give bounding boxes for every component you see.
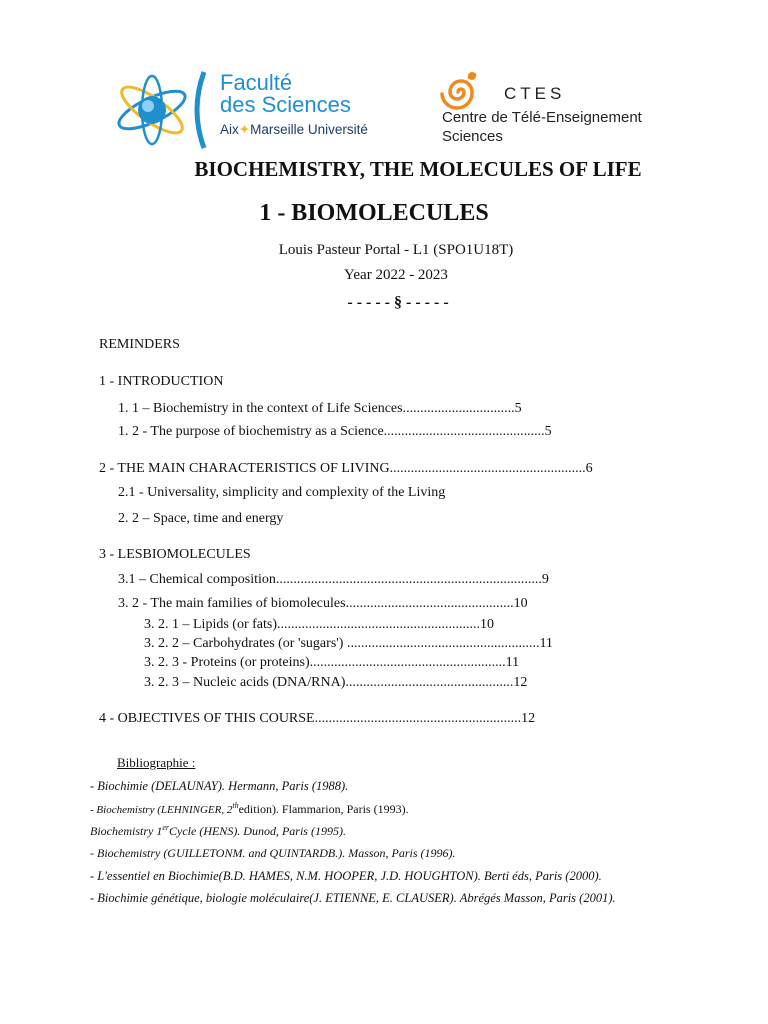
- university-name: Aix✦Marseille Université: [220, 122, 368, 137]
- toc-item-1-2: 1. 2 - The purpose of biochemistry as a Science..............................................5: [118, 424, 552, 439]
- toc-section-2: 2 - THE MAIN CHARACTERISTICS OF LIVING........................................................6: [99, 461, 593, 476]
- document-title: BIOCHEMISTRY, THE MOLECULES OF LIFE: [194, 157, 642, 181]
- star-icon: ✦: [238, 122, 251, 137]
- faculty-name: Faculté des Sciences: [220, 70, 351, 117]
- atom-icon: [112, 66, 212, 152]
- bib-item: - Biochemistry (GUILLETONM. and QUINTARDB.). Masson, Paris (1996).: [90, 846, 456, 860]
- toc-item-3-1: 3.1 – Chemical composition............................................................................9: [118, 572, 549, 587]
- toc-item-3-2-2: 3. 2. 2 – Carbohydrates (or 'sugars') .......................................................11: [144, 636, 553, 651]
- toc-section-4: 4 - OBJECTIVES OF THIS COURSE...........................................................12: [99, 711, 536, 726]
- toc-item-3-2: 3. 2 - The main families of biomolecules................................................10: [118, 596, 528, 611]
- bib-item: - Biochemistry (LEHNINGER, 2thedition). Flammarion, Paris (1993).: [90, 801, 409, 816]
- bib-item: - Biochimie (DELAUNAY). Hermann, Paris (1988).: [90, 779, 349, 793]
- toc-item-2-1: 2.1 - Universality, simplicity and complexity of the Living: [118, 485, 446, 500]
- section-separator: - - - - - § - - - - -: [347, 294, 449, 311]
- toc-item-2-2: 2. 2 – Space, time and energy: [118, 511, 284, 526]
- bib-item: Biochemistry 1erCycle (HENS). Dunod, Paris (1995).: [90, 823, 346, 838]
- bib-item: - Biochimie génétique, biologie moléculaire(J. ETIENNE, E. CLAUSER). Abrégés Masson, Paris (2001).: [90, 891, 616, 905]
- toc-section-1: 1 - INTRODUCTION: [99, 374, 224, 389]
- toc-item-3-2-3b: 3. 2. 3 – Nucleic acids (DNA/RNA)................................................12: [144, 675, 528, 690]
- ctes-full-name: Centre de Télé-Enseignement Sciences: [442, 109, 642, 145]
- document-subtitle: 1 - BIOMOLECULES: [259, 200, 489, 226]
- toc-item-3-2-3a: 3. 2. 3 - Proteins (or proteins)........................................................11: [144, 655, 520, 670]
- toc-item-3-2-1: 3. 2. 1 – Lipids (or fats)..........................................................10: [144, 617, 494, 632]
- portal-line: Louis Pasteur Portal - L1 (SPO1U18T): [278, 242, 514, 258]
- faculte-des-sciences-logo: [112, 66, 374, 152]
- year-line: Year 2022 - 2023: [344, 267, 448, 283]
- spiral-icon: [432, 70, 496, 110]
- bibliography-heading: Bibliographie :: [117, 755, 196, 770]
- ctes-logo: [432, 68, 672, 148]
- toc-item-1-1: 1. 1 – Biochemistry in the context of Life Sciences................................5: [118, 401, 522, 416]
- ctes-acronym: CTES: [504, 84, 566, 103]
- toc-reminders: REMINDERS: [99, 337, 180, 352]
- toc-section-3: 3 - LESBIOMOLECULES: [99, 547, 251, 562]
- bib-item: - L'essentiel en Biochimie(B.D. HAMES, N.M. HOOPER, J.D. HOUGHTON). Berti éds, Paris (2000).: [90, 869, 602, 883]
